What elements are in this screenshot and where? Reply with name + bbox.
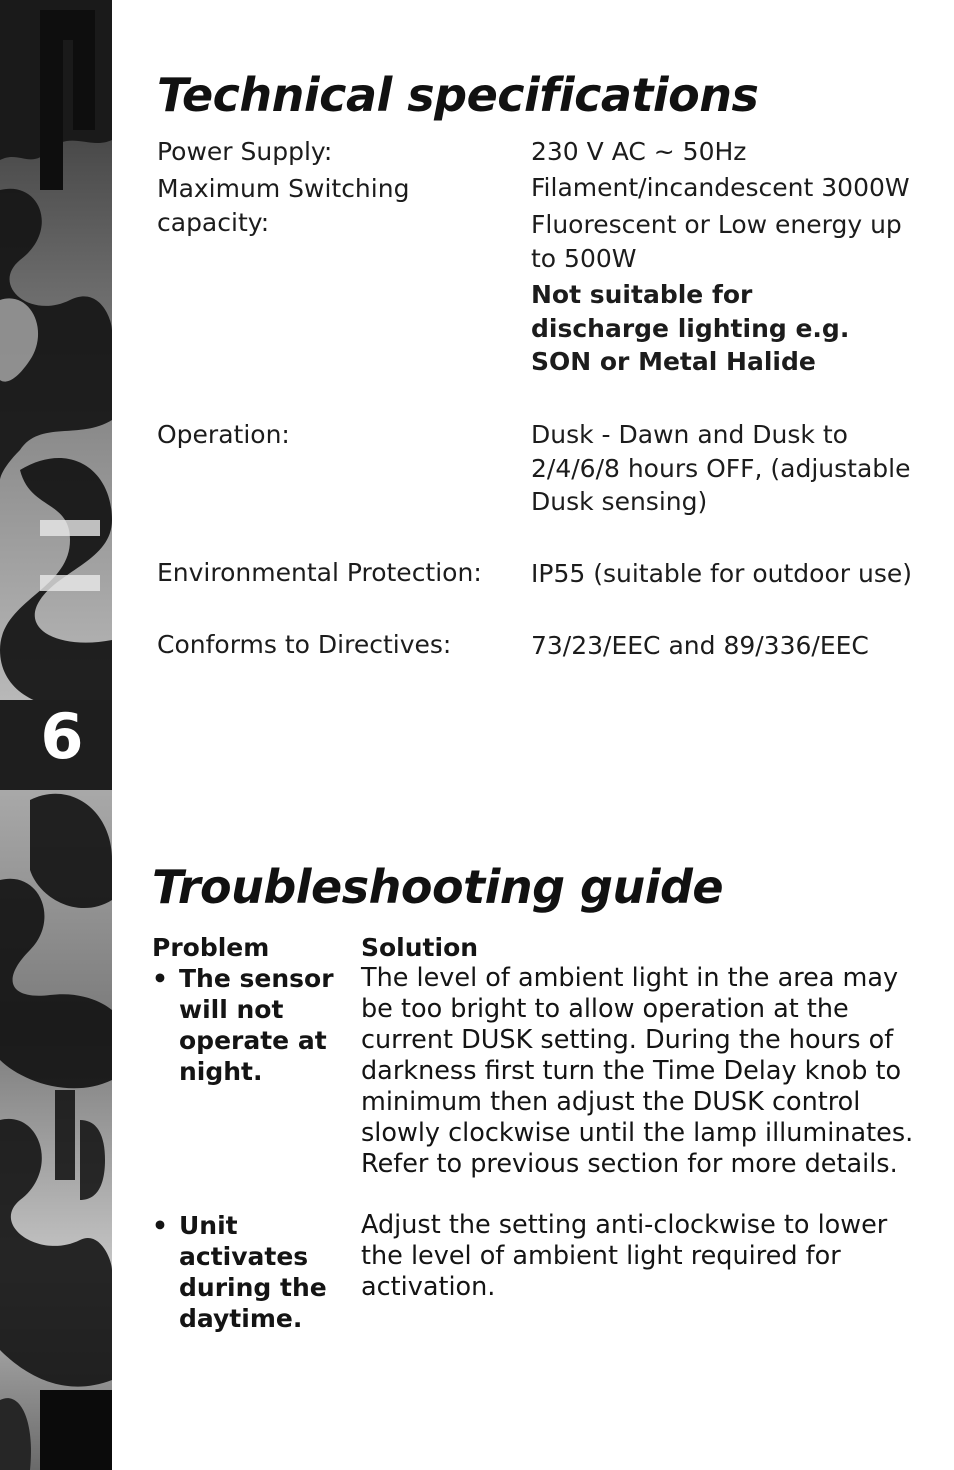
spec-label-operation: Operation: <box>157 420 290 449</box>
problem-text: Unit activates during the daytime. <box>179 1211 327 1333</box>
spec-label-max-switching: Maximum Switching capacity: <box>157 174 410 237</box>
spec-value-filament: Filament/incandescent 3000W <box>531 173 910 202</box>
solution-text: Adjust the setting anti-clockwise to lower the level of ambient light required for activation. <box>361 1210 888 1302</box>
bullet-icon: • <box>152 964 168 993</box>
technical-specifications-heading: Technical specifications <box>157 68 759 122</box>
problem-text: The sensor will not operate at night. <box>179 964 334 1086</box>
bullet-icon: • <box>152 1211 168 1240</box>
spec-value-operation: Dusk - Dawn and Dusk to 2/4/6/8 hours OFF, (adjustable Dusk sensing) <box>531 420 911 516</box>
spec-value-power-supply: 230 V AC ~ 50Hz <box>531 137 747 166</box>
decorative-side-strip <box>0 0 112 1470</box>
page-number: 6 <box>40 700 84 773</box>
spec-value-directives: 73/23/EEC and 89/336/EEC <box>531 631 869 660</box>
spec-label-power-supply: Power Supply: <box>157 137 333 166</box>
spec-value-discharge-warning: Not suitable for discharge lighting e.g. SON or Metal Halide <box>531 280 850 376</box>
spec-label-environmental-protection: Environmental Protection: <box>157 558 482 587</box>
spec-label-directives: Conforms to Directives: <box>157 630 452 659</box>
solution-column-header: Solution <box>361 933 479 962</box>
problem-column-header: Problem <box>152 933 270 962</box>
troubleshooting-guide-heading: Troubleshooting guide <box>152 860 724 914</box>
spec-value-environmental-protection: IP55 (suitable for outdoor use) <box>531 559 912 588</box>
spec-value-fluorescent: Fluorescent or Low energy up to 500W <box>531 210 902 273</box>
solution-text: The level of ambient light in the area may be too bright to allow operation at the current DUSK setting. During the hours of darkness first turn the Time Delay knob to minimum then adjust the DUSK control slowly clockwise until the lamp illuminates. Refer to previous section for more details. <box>361 963 914 1179</box>
